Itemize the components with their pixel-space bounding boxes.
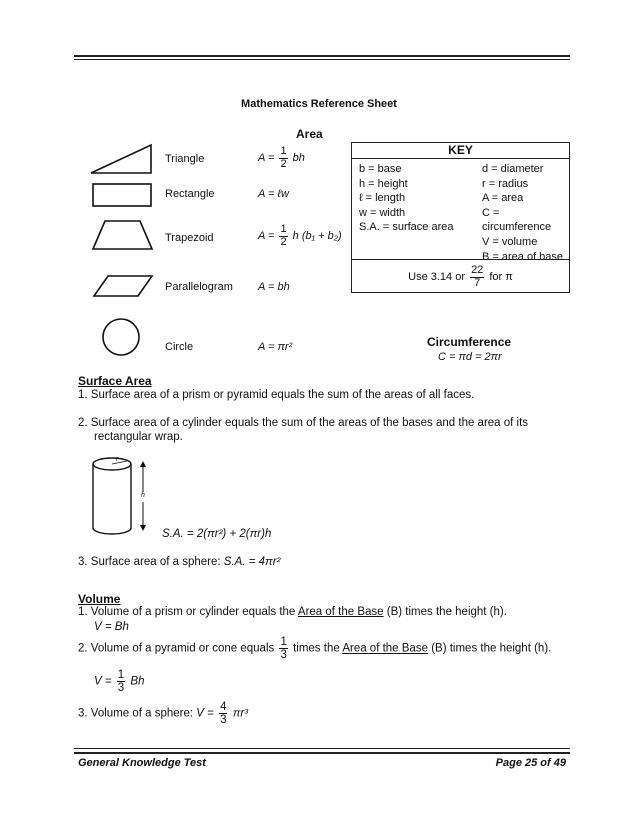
cylinder-radius-label: r [116,456,119,463]
shape-label-trapezoid: Trapezoid [165,232,214,244]
footer-page-number: Page 25 of 49 [495,757,566,769]
key-box [351,142,570,293]
key-left-column [359,162,453,235]
key-item: b = base [359,163,402,175]
shape-label-triangle: Triangle [165,153,205,165]
footer-test-name: General Knowledge Test [78,757,206,769]
shape-label-parallelogram: Parallelogram [165,281,233,293]
key-item: A = area [482,192,524,205]
surface-area-item-2: 2. Surface area of a cylinder equals the sum of the areas of the bases and the area of its [78,417,529,429]
surface-area-item-3: 3. Surface area of a sphere: S.A. = 4πr² [78,556,281,568]
page-title: Mathematics Reference Sheet [241,98,397,110]
footer-rule-thin [74,748,570,749]
shape-label-rectangle: Rectangle [165,188,215,200]
key-item: S.A. = surface area [359,221,454,234]
volume-item-2-formula: V = $\frac{1}{3}$ Bh [94,669,145,695]
volume-item-2: 2. Volume of a pyramid or cone equals $\frac{1}{3}$ times the Area of the Base (B) times the height (h). [78,636,552,662]
volume-heading: Volume [78,592,121,606]
formula-triangle: A = $\frac{1}{2}$ bh [258,145,305,170]
area-heading: Area [296,127,323,141]
header-rule [74,55,570,57]
key-heading: KEY [352,143,569,159]
key-item: w = width [359,206,406,219]
formula-circle: A = πr² [258,341,293,353]
footer-rule [74,752,570,754]
header-rule-thin [74,59,570,60]
cylinder-height-label: h [141,492,145,499]
key-item: B = area of base [482,250,564,263]
circumference-formula: C = πd = 2πr [438,351,502,363]
key-divider [352,259,569,260]
pi-approximation: Use 3.14 or $\frac{22}{7}$ for π [408,264,513,289]
formula-parallelogram: A = bh [258,281,290,293]
key-item: d = diameter [482,163,544,175]
shape-label-circle: Circle [165,341,194,353]
surface-area-item-2-cont: rectangular wrap. [94,431,183,443]
key-item: h = height [359,177,408,190]
formula-trapezoid: A = $\frac{1}{2}$ h (b₁ + b₂) [258,223,342,248]
key-right-column [482,162,569,264]
key-item: C = circumference [482,206,552,234]
volume-item-1: 1. Volume of a prism or cylinder equals the Area of the Base (B) times the height (h). [78,606,507,618]
key-item: ℓ = length [359,192,406,205]
volume-item-1-formula: V = Bh [94,621,129,633]
key-item: V = volume [482,235,538,248]
surface-area-heading: Surface Area [78,374,152,388]
circumference-heading: Circumference [427,335,512,349]
key-item: r = radius [482,177,529,190]
volume-item-3: 3. Volume of a sphere: V = $\frac{4}{3}$ πr³ [78,701,249,727]
cylinder-diagram [0,0,1,1]
formula-rectangle: A = ℓw [258,188,289,200]
surface-area-item-1: 1. Surface area of a prism or pyramid equals the sum of the areas of all faces. [78,389,475,401]
cylinder-surface-formula: S.A. = 2(πr²) + 2(πr)h [162,528,272,540]
